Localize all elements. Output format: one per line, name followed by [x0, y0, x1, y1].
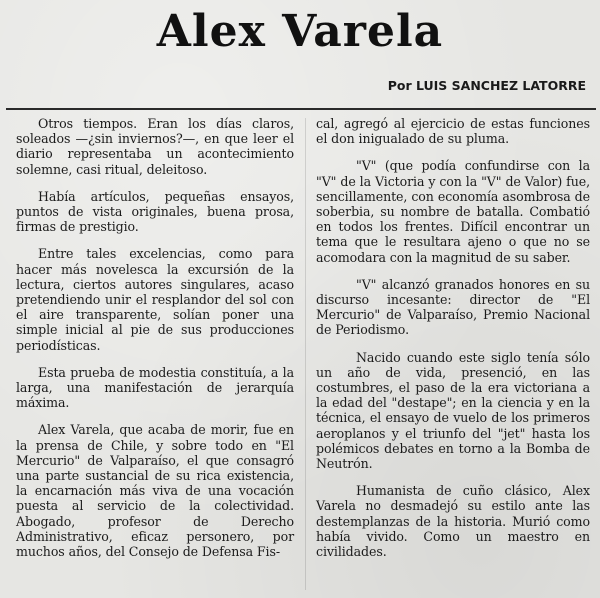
left-column — [16, 116, 294, 571]
header-rule — [6, 108, 596, 110]
article-byline: Por LUIS SANCHEZ LATORRE — [387, 78, 586, 93]
paragraph: "V" alcanzó granados honores en su discurso incesante: director de "El Mercurio" de Valparaíso, Premio Nacional de Periodismo. — [316, 276, 590, 338]
paragraph-continuation: cal, agregó al ejercicio de estas funciones el don inigualado de su pluma. — [316, 116, 590, 147]
right-column — [316, 116, 590, 571]
paragraph: Había artículos, pequeñas ensayos, puntos de vista originales, buena prosa, firmas de prestigio. — [16, 188, 294, 235]
article-title: Alex Varela — [156, 6, 444, 57]
paragraph: Esta prueba de modestia constituía, a la larga, una manifestación de jerarquía máxima. — [16, 364, 294, 411]
paragraph: Humanista de cuño clásico, Alex Varela no desmadejó su estilo ante las destemplanzas de la historia. Murió como había vivido. Como un maestro en civilidades. — [316, 483, 590, 560]
paragraph: Alex Varela, que acaba de morir, fue en la prensa de Chile, y sobre todo en "El Mercurio" de Valparaíso, el que consagró una parte sustancial de su rica existencia, la encarnación más viva de una vocación puesta al servicio de la colectividad. Abogado, profesor de Derecho Administrativo, eficaz personero, por muchos años, del Consejo de Defensa Fis- — [16, 422, 294, 560]
paragraph: "V" (que podía confundirse con la "V" de la Victoria y con la "V" de Valor) fue, sencillamente, con economía asombrosa de soberbia, su nombre de batalla. Combatió en todos los frentes. Difícil encontrar un tema que le resultara ajeno o que no se acomodara con la magnitud de su saber. — [316, 158, 590, 265]
paragraph: Otros tiempos. Eran los días claros, soleados —¿sin inviernos?—, en que leer el diario representaba un acontecimiento solemne, casi ritual, deleitoso. — [16, 116, 294, 177]
paragraph: Nacido cuando este siglo tenía sólo un año de vida, presenció, en las costumbres, el paso de la era victoriana a la edad del "destape"; en la ciencia y en la técnica, el ensayo de vuelo de los primeros aeroplanos y el triunfo del "jet" hasta los polémicos debates en torno a la Bomba de Neutrón. — [316, 349, 590, 472]
paragraph: Entre tales excelencias, como para hacer más novelesca la excursión de la lectura, ciertos autores singulares, acaso pretendiendo unir el resplandor del sol con el aire transparente, solían poner una simple inicial al pie de sus producciones periodísticas. — [16, 246, 294, 353]
column-divider — [305, 118, 306, 590]
